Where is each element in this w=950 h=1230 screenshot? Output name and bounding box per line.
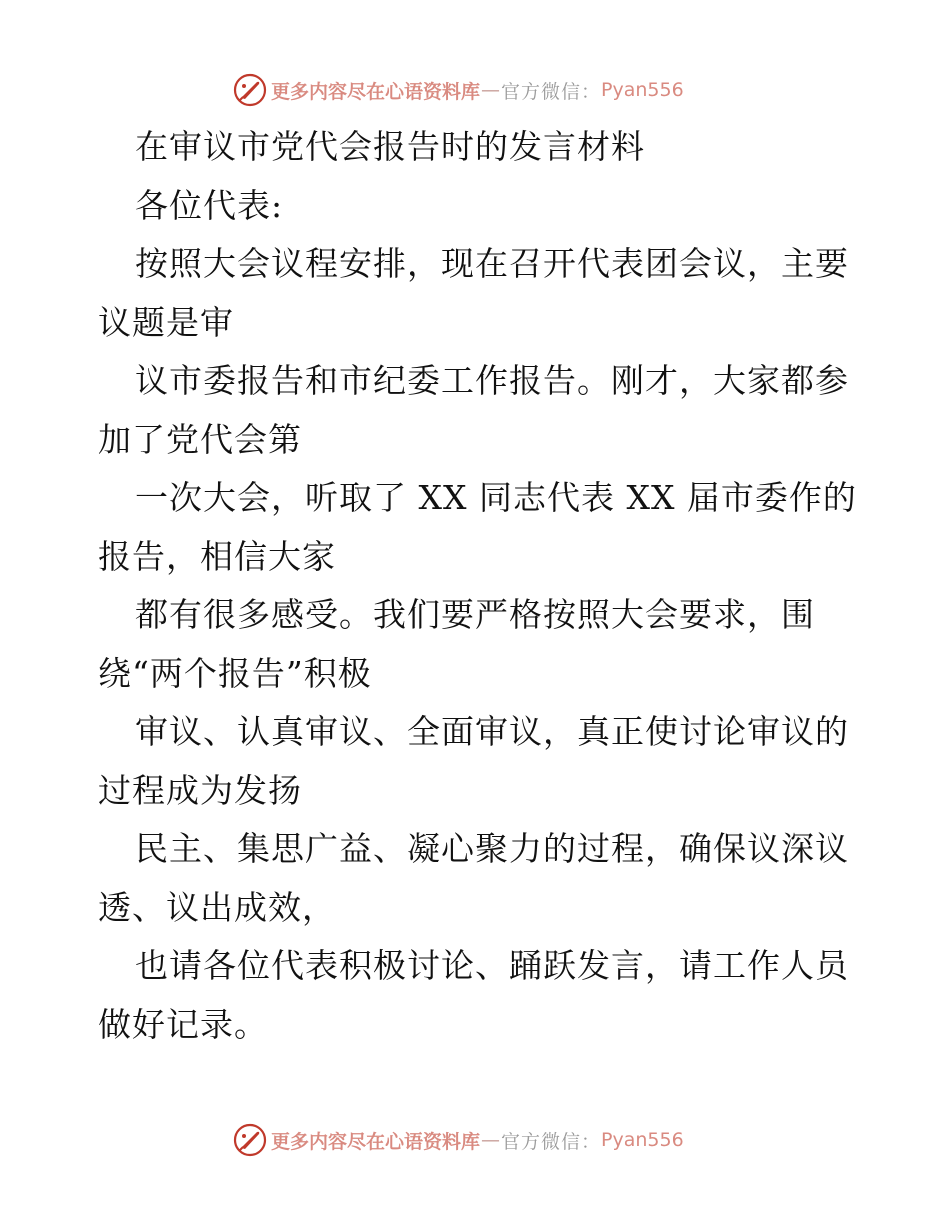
- paragraph-line: 绕“两个报告”积极: [98, 653, 372, 693]
- footer-banner: [233, 1120, 684, 1160]
- header-banner: [233, 70, 684, 110]
- paragraph-line: 过程成为发扬: [98, 770, 302, 810]
- paragraph-line: 做好记录。: [98, 1004, 268, 1044]
- document-title: 在审议市党代会报告时的发言材料: [135, 127, 645, 166]
- banner-separator: —: [481, 1129, 501, 1151]
- paragraph-line: 议题是审: [98, 302, 234, 342]
- paragraph-line: 议市委报告和市纪委工作报告。刚才，大家都参: [135, 361, 849, 400]
- paragraph-line: 审议、认真审议、全面审议，真正使讨论审议的: [135, 712, 849, 751]
- paragraph-line: 透、议出成效，: [98, 887, 336, 927]
- paragraph-line: 民主、集思广益、凝心聚力的过程，确保议深议: [135, 829, 849, 868]
- paragraph-line: 报告，相信大家: [98, 536, 336, 576]
- banner-text: 更多内容尽在心语资料库: [271, 1130, 481, 1153]
- banner-separator: —: [481, 79, 501, 101]
- banner-wechat-id: Pyan556: [601, 79, 684, 101]
- quill-logo-icon: [233, 73, 267, 107]
- paragraph-line: 加了党代会第: [98, 419, 302, 459]
- paragraph-line: 一次大会，听取了 XX 同志代表 XX 届市委作的: [135, 478, 857, 517]
- banner-wechat-label: 官方微信：: [501, 80, 602, 103]
- document-body: [98, 118, 858, 1054]
- banner-wechat-id: Pyan556: [601, 1129, 684, 1151]
- quill-logo-icon: [233, 1123, 267, 1157]
- banner-text: 更多内容尽在心语资料库: [271, 80, 481, 103]
- paragraph-line: 都有很多感受。我们要严格按照大会要求，围: [135, 595, 815, 634]
- paragraph-line: 按照大会议程安排，现在召开代表团会议，主要: [135, 244, 849, 283]
- paragraph-line: 也请各位代表积极讨论、踊跃发言，请工作人员: [135, 946, 849, 985]
- banner-wechat-label: 官方微信：: [501, 1130, 602, 1153]
- salutation: 各位代表:: [135, 185, 284, 225]
